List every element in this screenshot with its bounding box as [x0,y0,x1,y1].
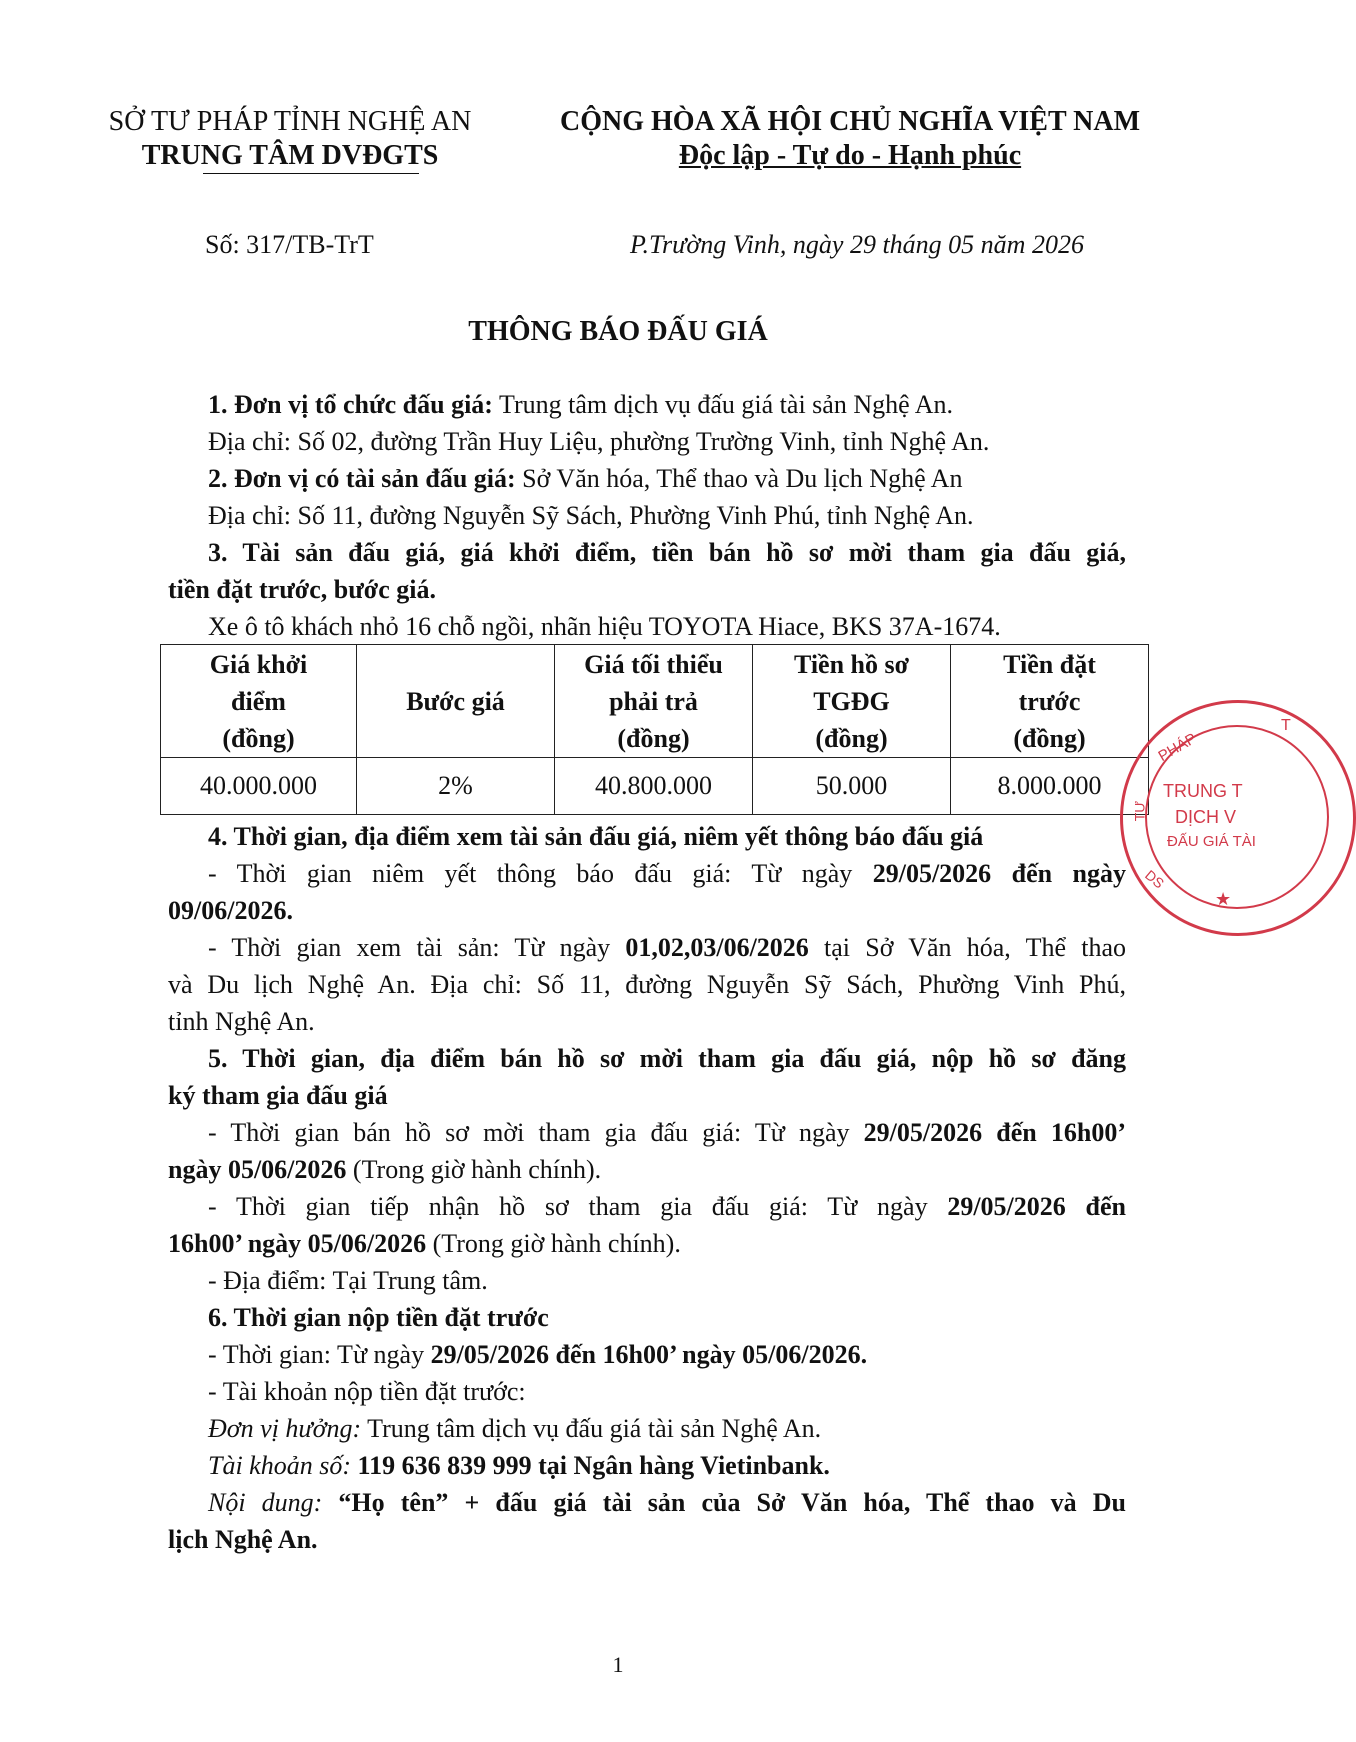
section-4-line-2: 09/06/2026. [168,896,293,925]
cell-price-step: 2% [357,758,555,815]
content-value: “Họ tên” + đấu giá tài sản của Sở Văn hóa, Thể thao và Du [322,1488,1126,1517]
table-row [161,758,1149,815]
section-4-line-3: - Thời gian xem tài sản: Từ ngày 01,02,03/06/2026 tại Sở Văn hóa, Thể thao [208,933,1126,962]
section-4-heading: 4. Thời gian, địa điểm xem tài sản đấu giá, niêm yết thông báo đấu giá [208,822,984,851]
header-starting-price: Giá khởi điểm (đồng) [161,645,357,758]
left-header-rule [203,173,419,174]
section-5-heading-2: ký tham gia đấu giá [168,1081,388,1110]
section-6-line-1: - Thời gian: Từ ngày 29/05/2026 đến 16h00’ ngày 05/06/2026. [208,1340,868,1369]
header-deposit: Tiền đặt trước (đồng) [951,645,1149,758]
national-motto: Độc lập - Tự do - Hạnh phúc [678,140,1022,171]
content-line-2: lịch Nghệ An. [168,1525,318,1554]
beneficiary-line [168,1410,1126,1447]
section-5-line-3: - Thời gian tiếp nhận hồ sơ tham gia đấu giá: Từ ngày 29/05/2026 đến [208,1192,1126,1221]
center-name: TRUNG TÂM DVĐGTS [141,140,439,171]
section-5-line-2: ngày 05/06/2026 (Trong giờ hành chính). [168,1155,602,1184]
section-3-heading-1: 3. Tài sản đấu giá, giá khởi điểm, tiền bán hồ sơ mời tham gia đấu giá, [208,538,1126,567]
section-1-text: Trung tâm dịch vụ đấu giá tài sản Nghệ An. [492,390,953,419]
section-3-heading-2: tiền đặt trước, bước giá. [168,575,436,604]
section-5-line-4: 16h00’ ngày 05/06/2026 (Trong giờ hành chính). [168,1229,681,1258]
section-6-line-2: - Tài khoản nộp tiền đặt trước: [208,1377,526,1406]
red-seal-stamp: PHÁP T TRUNG T DỊCH V ĐẤU GIÁ TÀI TƯ DS ★ [1120,700,1356,936]
auction-price-table [160,644,1149,815]
content-label: Nội dung: [208,1488,323,1517]
cell-deposit: 8.000.000 [951,758,1149,815]
section-6-heading: 6. Thời gian nộp tiền đặt trước [208,1303,549,1332]
document-title: THÔNG BÁO ĐẤU GIÁ [468,316,768,347]
content-line-1 [168,1484,1126,1521]
section-1-label: 1. Đơn vị tổ chức đấu giá: [208,390,493,419]
beneficiary-label: Đơn vị hưởng: [208,1414,362,1443]
section-4-line-5: tỉnh Nghệ An. [168,1007,315,1036]
section-2-text: Sở Văn hóa, Thể thao và Du lịch Nghệ An [515,464,963,493]
section-2-label: 2. Đơn vị có tài sản đấu giá: [208,464,516,493]
account-value: 119 636 839 999 tại Ngân hàng Vietinbank. [351,1451,830,1480]
agency-name: SỞ TƯ PHÁP TỈNH NGHỆ AN [108,106,472,137]
page-number: 1 [612,1652,624,1677]
section-2-address: Địa chỉ: Số 11, đường Nguyễn Sỹ Sách, Phường Vinh Phú, tỉnh Nghệ An. [208,501,974,530]
section-4-line-4: và Du lịch Nghệ An. Địa chỉ: Số 11, đường Nguyễn Sỹ Sách, Phường Vinh Phú, [168,970,1126,999]
cell-starting-price: 40.000.000 [161,758,357,815]
cell-minimum-price: 40.800.000 [555,758,753,815]
account-line [168,1447,1126,1484]
section-2-line [168,460,1126,497]
asset-description: Xe ô tô khách nhỏ 16 chỗ ngồi, nhãn hiệu TOYOTA Hiace, BKS 37A-1674. [208,612,1001,641]
cell-dossier-fee: 50.000 [753,758,951,815]
table-header-row [161,645,1149,758]
account-label: Tài khoản số: [208,1451,351,1480]
document-date: P.Trường Vinh, ngày 29 tháng 05 năm 2026 [630,230,1084,259]
section-5-heading-1: 5. Thời gian, địa điểm bán hồ sơ mời tham gia đấu giá, nộp hồ sơ đăng [208,1044,1126,1073]
beneficiary-value: Trung tâm dịch vụ đấu giá tài sản Nghệ An. [361,1414,822,1443]
header-dossier-fee: Tiền hồ sơ TGĐG (đồng) [753,645,951,758]
section-5-line-1: - Thời gian bán hồ sơ mời tham gia đấu giá: Từ ngày 29/05/2026 đến 16h00’ [208,1118,1126,1147]
section-1-line [168,386,1126,423]
section-4-line-1: - Thời gian niêm yết thông báo đấu giá: Từ ngày 29/05/2026 đến ngày [208,859,1126,888]
national-title: CỘNG HÒA XÃ HỘI CHỦ NGHĨA VIỆT NAM [559,106,1141,137]
section-1-address: Địa chỉ: Số 02, đường Trần Huy Liệu, phường Trường Vinh, tỉnh Nghệ An. [208,427,990,456]
header-price-step: Bước giá [357,645,555,758]
header-minimum-price: Giá tối thiểu phải trả (đồng) [555,645,753,758]
document-number: Số: 317/TB-TrT [205,230,374,259]
section-5-line-5: - Địa điểm: Tại Trung tâm. [208,1266,488,1295]
